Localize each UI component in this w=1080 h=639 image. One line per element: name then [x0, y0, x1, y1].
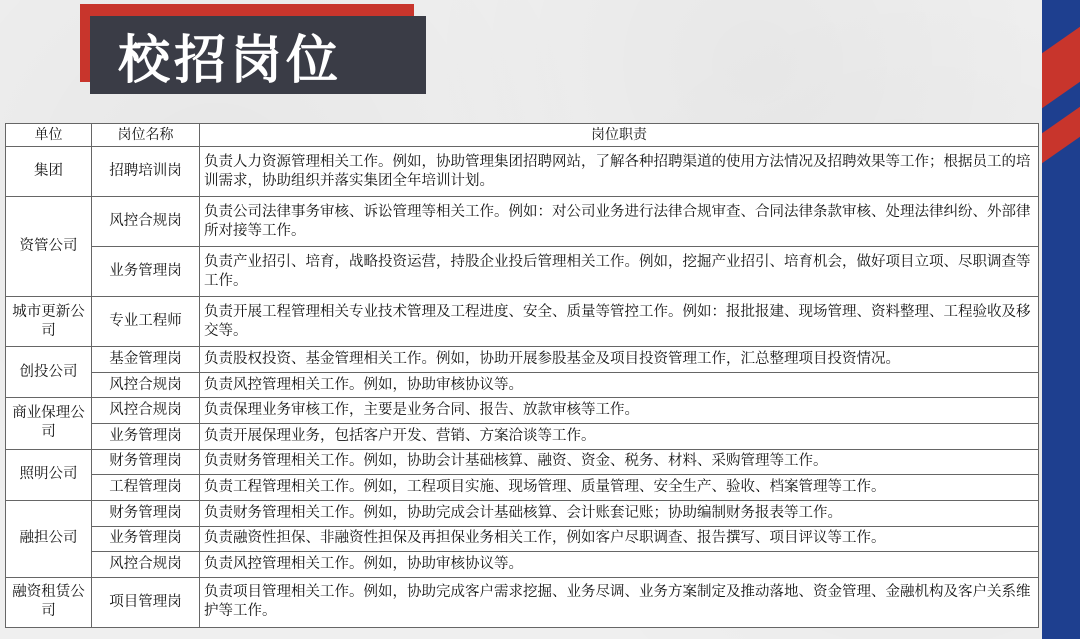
header-unit: 单位 — [6, 124, 92, 147]
unit-cell: 城市更新公司 — [6, 297, 92, 347]
position-cell: 财务管理岗 — [92, 449, 200, 475]
duty-cell: 负责项目管理相关工作。例如，协助完成客户需求挖掘、业务尽调、业务方案制定及推动落地、资金管理、金融机构及客户关系维护等工作。 — [200, 577, 1039, 627]
position-cell: 业务管理岗 — [92, 423, 200, 449]
table-header-row — [6, 124, 1039, 147]
position-cell: 风控合规岗 — [92, 552, 200, 578]
table-row — [6, 526, 1039, 552]
duty-cell: 负责产业招引、培育，战略投资运营，持股企业投后管理相关工作。例如，挖掘产业招引、培育机会，做好项目立项、尽职调查等工作。 — [200, 247, 1039, 297]
duty-cell: 负责开展工程管理相关专业技术管理及工程进度、安全、质量等管控工作。例如：报批报建、现场管理、资料整理、工程验收及移交等。 — [200, 297, 1039, 347]
table-row — [6, 297, 1039, 347]
position-cell: 专业工程师 — [92, 297, 200, 347]
duty-cell: 负责财务管理相关工作。例如，协助会计基础核算、融资、资金、税务、材料、采购管理等工作。 — [200, 449, 1039, 475]
header-position: 岗位名称 — [92, 124, 200, 147]
page-title: 校招岗位 — [90, 16, 426, 94]
position-cell: 项目管理岗 — [92, 577, 200, 627]
duty-cell: 负责风控管理相关工作。例如，协助审核协议等。 — [200, 552, 1039, 578]
table-row — [6, 398, 1039, 424]
table-row — [6, 347, 1039, 373]
duty-cell: 负责人力资源管理相关工作。例如，协助管理集团招聘网站，了解各种招聘渠道的使用方法情况及招聘效果等工作；根据员工的培训需求，协助组织并落实集团全年培训计划。 — [200, 147, 1039, 197]
side-decoration — [1042, 0, 1080, 639]
unit-cell: 资管公司 — [6, 197, 92, 297]
unit-cell: 照明公司 — [6, 449, 92, 500]
position-cell: 基金管理岗 — [92, 347, 200, 373]
table-row — [6, 147, 1039, 197]
position-cell: 风控合规岗 — [92, 372, 200, 398]
position-cell: 业务管理岗 — [92, 526, 200, 552]
position-cell: 风控合规岗 — [92, 197, 200, 247]
unit-cell: 创投公司 — [6, 347, 92, 398]
table-row — [6, 423, 1039, 449]
duty-cell: 负责财务管理相关工作。例如，协助完成会计基础核算、会计账套记账；协助编制财务报表等工作。 — [200, 500, 1039, 526]
position-cell: 工程管理岗 — [92, 475, 200, 501]
table-row — [6, 475, 1039, 501]
duty-cell: 负责风控管理相关工作。例如，协助审核协议等。 — [200, 372, 1039, 398]
unit-cell: 集团 — [6, 147, 92, 197]
table-row — [6, 247, 1039, 297]
duty-cell: 负责开展保理业务，包括客户开发、营销、方案洽谈等工作。 — [200, 423, 1039, 449]
table-row — [6, 577, 1039, 627]
table-row — [6, 552, 1039, 578]
unit-cell: 融担公司 — [6, 500, 92, 577]
duty-cell: 负责公司法律事务审核、诉讼管理等相关工作。例如：对公司业务进行法律合规审查、合同法律条款审核、处理法律纠纷、外部律所对接等工作。 — [200, 197, 1039, 247]
table-row — [6, 449, 1039, 475]
duty-cell: 负责股权投资、基金管理相关工作。例如，协助开展参股基金及项目投资管理工作，汇总整理项目投资情况。 — [200, 347, 1039, 373]
duty-cell: 负责工程管理相关工作。例如，工程项目实施、现场管理、质量管理、安全生产、验收、档案管理等工作。 — [200, 475, 1039, 501]
table-row — [6, 500, 1039, 526]
jobs-table — [5, 123, 1039, 628]
duty-cell: 负责保理业务审核工作，主要是业务合同、报告、放款审核等工作。 — [200, 398, 1039, 424]
position-cell: 招聘培训岗 — [92, 147, 200, 197]
table-row — [6, 372, 1039, 398]
position-cell: 风控合规岗 — [92, 398, 200, 424]
header-duty: 岗位职责 — [200, 124, 1039, 147]
unit-cell: 商业保理公司 — [6, 398, 92, 449]
duty-cell: 负责融资性担保、非融资性担保及再担保业务相关工作，例如客户尽职调查、报告撰写、项目评议等工作。 — [200, 526, 1039, 552]
unit-cell: 融资租赁公司 — [6, 577, 92, 627]
position-cell: 财务管理岗 — [92, 500, 200, 526]
position-cell: 业务管理岗 — [92, 247, 200, 297]
table-row — [6, 197, 1039, 247]
